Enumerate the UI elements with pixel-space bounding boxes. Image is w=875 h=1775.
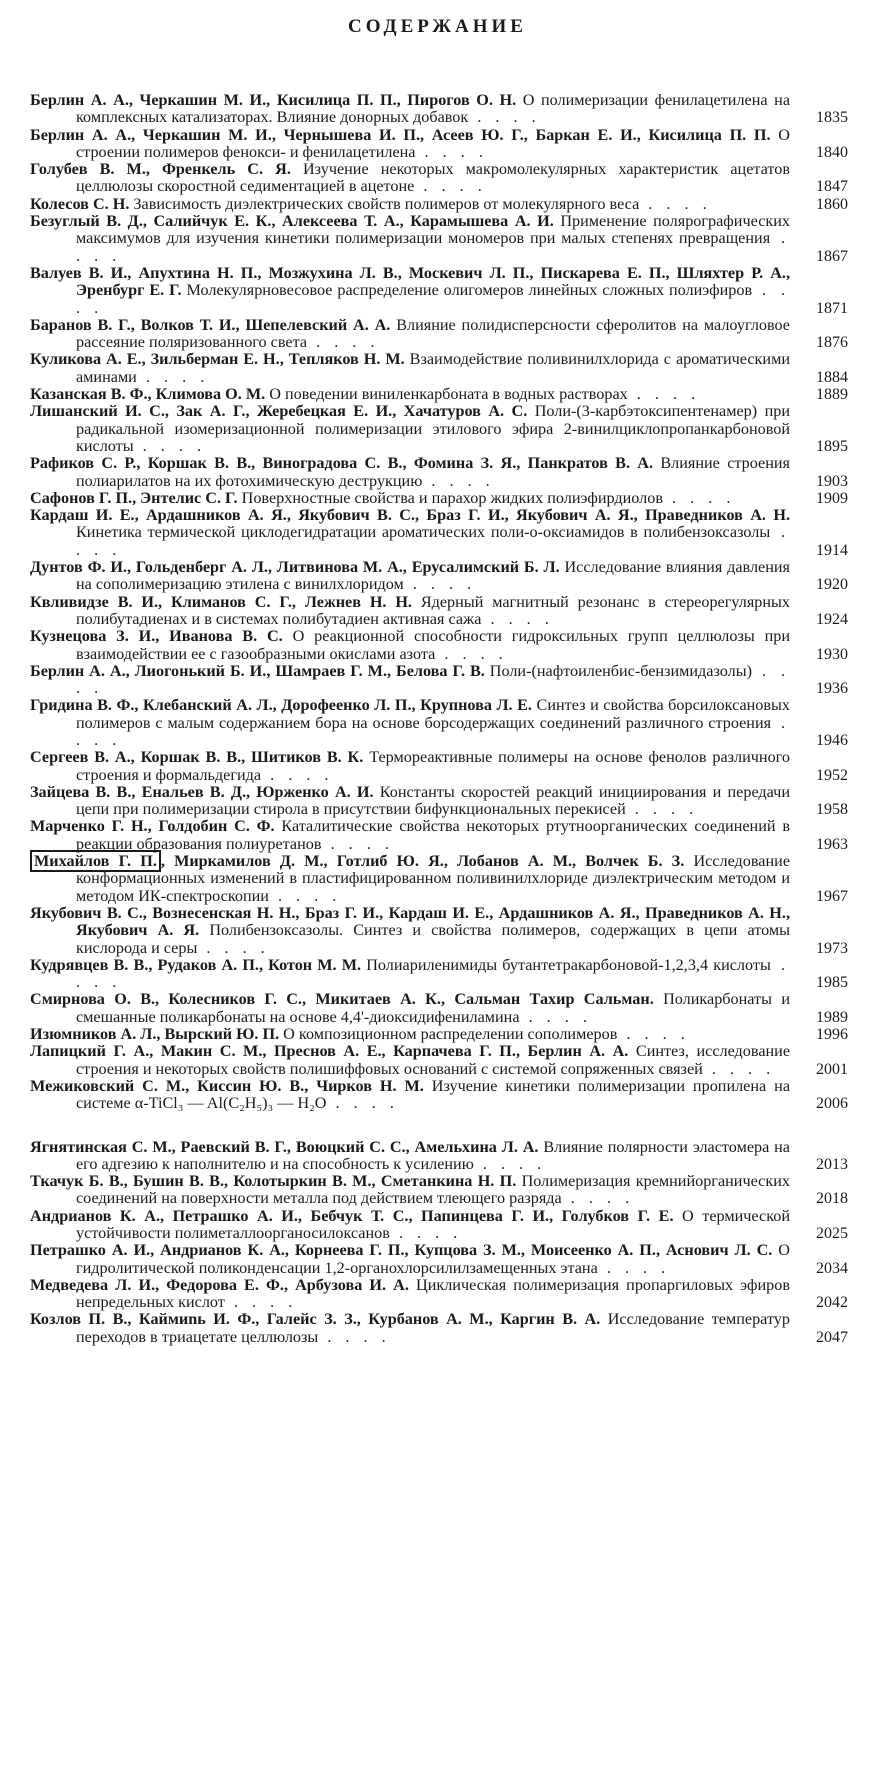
toc-entry-body — [30, 1208, 790, 1243]
toc-entry-authors: Берлин А. А., Черкашин М. И., Чернышева И. П., Асеев Ю. Г., Баркан Е. И., Кисилица П. П. — [30, 125, 771, 144]
toc-entry-title: Полиариленимиды бутантетракарбоновой-1,2,3,4 кислоты — [366, 955, 771, 974]
toc-entry-title: О строении полимеров фенокси- и фенилацетилена — [76, 125, 790, 161]
toc-entry-page: 1920 — [816, 576, 848, 594]
toc-entry-authors: Ягнятинская С. М., Раевский В. Г., Воюцкий С. С., Амельхина Л. А. — [30, 1137, 539, 1156]
toc-entry-title: Влияние полярности эластомера на его адгезию к наполнителю и на способность к усилению — [76, 1137, 790, 1173]
toc-entry-body — [30, 490, 790, 507]
toc-entry-body — [30, 1242, 790, 1277]
dot-leader: . . . . — [597, 1258, 671, 1277]
toc-entry-authors: Квливидзе В. И., Климанов С. Г., Лежнев Н. Н. — [30, 592, 412, 611]
toc-entry-authors: Кардаш И. Е., Ардашников А. Я., Якубович В. С., Браз Г. И., Якубович А. Я., Праведников А. Н. — [30, 506, 790, 525]
toc-entry-authors: Лапицкий Г. А., Макин С. М., Преснов А. Е., Карпачева Г. П., Берлин А. А. — [30, 1042, 629, 1061]
toc-entry-authors: Медведева Л. И., Федорова Е. Ф., Арбузова И. А. — [30, 1275, 409, 1294]
toc-entry-page: 1973 — [816, 939, 848, 957]
toc-entry — [30, 507, 848, 559]
toc-entry — [30, 1242, 848, 1277]
toc-entry-authors: Безуглый В. Д., Салийчук Е. К., Алексеева Т. А., Карамышева А. И. — [30, 212, 554, 231]
toc-entry-title: Влияние полидисперсности сферолитов на малоугловое рассеяние поляризованного света — [76, 315, 790, 352]
toc-entry — [30, 818, 848, 853]
toc-entry-authors: Голубев В. М., Френкель С. Я. — [30, 160, 291, 179]
toc-entry-body — [30, 213, 790, 265]
dot-leader: . . . . — [617, 1025, 690, 1044]
toc-entry-page: 1930 — [816, 645, 848, 663]
toc-entry-body — [30, 1078, 790, 1113]
toc-entry — [30, 351, 848, 386]
toc-entry-page: 1963 — [816, 835, 848, 853]
toc-entry-title: Исследование конформационных изменений в пластифицированном поливинилхлориде диэлектрическим методом и методом ИК-спектроскопии — [76, 852, 791, 905]
dot-leader: . . . . — [403, 575, 477, 594]
toc-entry-body — [30, 853, 790, 905]
toc-entry-page: 1889 — [816, 386, 848, 404]
dot-leader: . . . . — [415, 142, 488, 161]
toc-entry — [30, 455, 848, 490]
toc-entry — [30, 1139, 848, 1174]
toc-entry-body — [30, 403, 790, 455]
dot-leader: . . . . — [133, 436, 206, 455]
toc-entry — [30, 386, 848, 403]
toc-entry — [30, 663, 848, 698]
dot-leader: . . . . — [389, 1224, 463, 1242]
toc-entry-page: 1835 — [816, 109, 848, 127]
dot-leader: . . . . — [76, 281, 791, 317]
toc-entry-body — [30, 991, 790, 1026]
toc-entry-authors: Сафонов Г. П., Энтелис С. Г. — [30, 488, 238, 507]
dot-leader: . . . . — [561, 1189, 635, 1208]
toc-entry-page: 2006 — [816, 1095, 848, 1113]
toc-entry-page: 2034 — [816, 1259, 848, 1277]
dot-leader: . . . . — [414, 177, 487, 196]
toc-entry — [30, 628, 848, 663]
toc-entry-body — [30, 317, 790, 352]
toc-entry-authors: Сергеев В. А., Коршак В. В., Шитиков В. К. — [30, 748, 364, 767]
toc-entry-title: Ядерный магнитный резонанс в стереорегулярных полибутадиенах и в системах полибутадиен активная сажа — [76, 592, 790, 628]
toc-entry-body — [30, 663, 790, 698]
dot-leader: . . . . — [473, 1154, 547, 1173]
dot-leader: . . . . — [76, 955, 791, 992]
toc-entry — [30, 92, 848, 127]
dot-leader: . . . . — [435, 644, 508, 663]
toc-entry-body — [30, 594, 790, 629]
dot-leader: . . . . — [76, 229, 790, 265]
toc-entry-body — [30, 1043, 790, 1078]
dot-leader: . . . . — [625, 800, 699, 819]
toc-entry-page: 1967 — [816, 887, 848, 905]
toc-entry-title: Полибензоксазолы. Синтез и свойства полимеров, содержащих в цепи атомы кислорода и серы — [76, 921, 791, 957]
toc-entry-title: О реакционной способности гидроксильных групп целлюлозы при взаимодействии ее с газообразными окислами азота — [76, 627, 790, 663]
toc-entry-page: 1871 — [816, 299, 848, 317]
toc-entry — [30, 957, 848, 992]
toc-entry-body — [30, 507, 790, 559]
toc-entry — [30, 1277, 848, 1312]
toc-entry-title: Влияние строения полиарилатов на их фотохимическую деструкцию — [76, 454, 790, 490]
toc-entry-body — [30, 628, 790, 663]
toc-entry-authors: Казанская В. Ф., Климова О. М. — [30, 385, 266, 404]
toc-entry-page: 1884 — [816, 368, 848, 386]
dot-leader: . . . . — [481, 609, 554, 628]
toc-entry — [30, 196, 848, 213]
toc-entry-page: 1985 — [816, 974, 848, 992]
dot-leader: . . . . — [224, 1293, 298, 1312]
toc-entry-page: 1924 — [816, 610, 848, 628]
toc-entry-body — [30, 265, 790, 317]
toc-entry — [30, 265, 848, 317]
toc-entry-page: 2042 — [816, 1294, 848, 1312]
dot-leader: . . . . — [261, 765, 334, 784]
toc-entry-title: О композиционном распределении сополимеров — [283, 1025, 618, 1044]
dot-leader: . . . . — [422, 471, 495, 490]
toc-entry-authors: Смирнова О. В., Колесников Г. С., Микитаев А. К., Сальман Тахир Сальман. — [30, 990, 654, 1009]
dot-leader: . . . . — [627, 385, 701, 404]
toc-entry-title: Поверхностные свойства и парахор жидких полиэфирдиолов — [241, 488, 663, 507]
toc-entry-authors: Лишанский И. С., Зак А. Г., Жеребецкая Е. И., Хачатуров А. С. — [30, 402, 528, 421]
dot-leader: . . . . — [468, 108, 541, 127]
toc-entry-body — [30, 351, 790, 386]
dot-leader: . . . . — [519, 1007, 592, 1026]
toc-entry-title: Исследование влияния давления на сополимеризацию этилена с винилхлоридом — [76, 558, 790, 594]
toc-entry-body — [30, 1173, 790, 1208]
toc-entry-page: 1909 — [816, 489, 848, 507]
toc-entry — [30, 991, 848, 1026]
toc-entry-title: Изучение кинетики полимеризации пропилена на системе α-TiCl₃ — Al(C₂H₅)₃ — H₂O — [76, 1076, 791, 1113]
toc-entry-authors: Валуев В. И., Апухтина Н. П., Мозжухина Л. В., Москевич Л. П., Пискарева Е. П., Шляхтер Р. А., Эренбург Е. Г. — [30, 263, 790, 300]
toc-entry-body — [30, 559, 790, 594]
toc-entry-authors: Андрианов К. А., Петрашко А. И., Бебчук Т. С., Папинцева Г. И., Голубков Г. Е. — [30, 1206, 674, 1225]
toc-entry-authors: Изюмников А. Л., Вырский Ю. П. — [30, 1025, 280, 1044]
toc-entry-title: Взаимодействие поливинилхлорида с ароматическими аминами — [76, 350, 790, 386]
toc-entry-body — [30, 1139, 790, 1174]
dot-leader: . . . . — [318, 1327, 391, 1346]
toc-entry-title: Константы скоростей реакций инициирования и передачи цепи при полимеризации стирола в присутствии бифункциональных перекисей — [76, 782, 790, 819]
toc-entry-authors: Дунтов Ф. И., Гольденберг А. Л., Литвинова М. А., Ерусалимский Б. Л. — [30, 558, 560, 577]
dot-leader: . . . . — [136, 367, 210, 386]
toc-entry-page: 1958 — [816, 801, 848, 819]
toc-entry-page: 1840 — [816, 143, 848, 161]
toc-entry-body — [30, 196, 790, 213]
toc-entry-authors: Берлин А. А., Лиогонький Б. И., Шамраев Г. М., Белова Г. В. — [30, 661, 485, 680]
toc-entry — [30, 853, 848, 905]
toc-entry-page: 1860 — [816, 195, 848, 213]
toc-entry-authors: Петрашко А. И., Андрианов К. А., Корнеева Г. П., Купцова З. М., Моисеенко А. П., Аснович Л. С. — [30, 1241, 773, 1260]
toc-entry-page: 1914 — [816, 541, 848, 559]
toc-entry-body — [30, 1277, 790, 1312]
dot-leader: . . . . — [268, 886, 342, 905]
toc-entry — [30, 749, 848, 784]
toc-entry-title: Применение полярографических максимумов для изучения кинетики полимеризации мономеров при малых степенях превращения — [76, 212, 790, 248]
toc-entry-body — [30, 455, 790, 490]
toc-entry-title: Молекулярновесовое распределение олигомеров линейных сложных полиэфиров — [186, 281, 753, 300]
toc-entry-authors: Колесов С. Н. — [30, 194, 130, 213]
toc-entry — [30, 317, 848, 352]
toc-entry-authors: Кудрявцев В. В., Рудаков А. П., Котон М. М. — [30, 955, 362, 974]
toc-entry-page: 2025 — [816, 1225, 848, 1242]
toc-entry-body — [30, 784, 790, 819]
toc-entry-page: 2001 — [816, 1060, 848, 1078]
toc-entry — [30, 213, 848, 265]
toc-entry-title: Изучение некоторых макромолекулярных характеристик ацетатов целлюлозы скоростной седиментацией в ацетоне — [76, 160, 791, 196]
dot-leader: . . . . — [326, 1094, 399, 1113]
toc-entry-authors: Куликова А. Е., Зильберман Е. Н., Тепляков Н. М. — [30, 350, 405, 369]
toc-entry-authors: Якубович В. С., Вознесенская Н. Н., Браз Г. И., Кардаш И. Е., Ардашников А. Я., Праведников А. Н., Якубович А. Я. — [30, 903, 790, 940]
toc-entry-authors: Баранов В. Г., Волков Т. И., Шепелевский А. А. — [30, 315, 391, 334]
toc-entry-title: Полимеризация кремнийорганических соединений на поверхности металла под действием тлеющего разряда — [76, 1172, 790, 1208]
toc-entry — [30, 905, 848, 957]
toc-entry-body — [30, 905, 790, 957]
toc-entry — [30, 1311, 848, 1346]
toc-entry — [30, 403, 848, 455]
dot-leader: . . . . — [76, 523, 790, 559]
page-title: СОДЕРЖАНИЕ — [348, 16, 527, 37]
toc-entry — [30, 1173, 848, 1208]
toc-entry-title: О поведении виниленкарбоната в водных растворах — [269, 385, 628, 404]
toc-entry-title: Циклическая полимеризация пропаргиловых эфиров непредельных кислот — [76, 1275, 790, 1312]
toc-entry — [30, 1078, 848, 1113]
dot-leader: . . . . — [702, 1059, 776, 1078]
toc-entry — [30, 1043, 848, 1078]
toc-entry — [30, 127, 848, 162]
toc-entry-title: Поли-(нафтоиленбис-бензимидазолы) — [489, 661, 752, 680]
toc-entry-page: 2047 — [816, 1328, 848, 1346]
toc-entry-title: Каталитические свойства некоторых ртутноорганических соединений в реакции образования полиуретанов — [76, 817, 790, 853]
toc-entry-title: О термической устойчивости полиметаллоорганосилоксанов — [76, 1206, 791, 1242]
toc-entry-body — [30, 161, 790, 196]
dot-leader: . . . . — [662, 488, 736, 507]
dot-leader: . . . . — [76, 713, 790, 749]
toc-entry-authors: Гридина В. Ф., Клебанский А. Л., Дорофеенко Л. П., Крупнова Л. Е. — [30, 696, 532, 715]
toc-entry-title: О гидролитической поликонденсации 1,2-органохлорсилилзамещенных этана — [76, 1241, 790, 1277]
toc-entry-title: Поликарбонаты и смешанные поликарбонаты на основе 4,4'-диоксидифениламина — [76, 990, 790, 1026]
toc-entry-body — [30, 1026, 790, 1043]
toc-entry-title: О полимеризации фенилацетилена на комплексных катализаторах. Влияние донорных добавок — [76, 91, 791, 127]
toc-entry-authors: Кузнецова З. И., Иванова В. С. — [30, 627, 283, 646]
toc-entry-body — [30, 1311, 790, 1346]
dot-leader: . . . . — [76, 661, 791, 698]
toc-entry — [30, 697, 848, 749]
toc-entry — [30, 1026, 848, 1043]
toc-entry — [30, 1208, 848, 1243]
toc-entry-body — [30, 749, 790, 784]
toc-entry-page: 1895 — [816, 437, 848, 455]
toc-entry-body — [30, 386, 790, 403]
toc-entry-authors: Зайцева В. В., Енальев В. Д., Юрженко А. И. — [30, 782, 374, 801]
toc-entry-authors: Берлин А. А., Черкашин М. И., Кисилица П. П., Пирогов О. Н. — [30, 91, 517, 109]
dot-leader: . . . . — [307, 333, 380, 352]
toc-entry-page: 1876 — [816, 334, 848, 352]
toc-entry-authors: , Миркамилов Д. М., Готлиб Ю. Я., Лобанов А. М., Волчек Б. З. — [160, 852, 685, 871]
toc-entry-page: 1989 — [816, 1008, 848, 1026]
toc-entry-body — [30, 818, 790, 853]
toc-entry-page: 1847 — [816, 178, 848, 196]
toc-entry-authors: Козлов П. В., Каймиnь И. Ф., Галейс З. З., Курбанов А. М., Каргин В. А. — [30, 1310, 601, 1329]
toc-entry-authors: Рафиков С. Р., Коршак В. В., Виноградова С. В., Фомина З. Я., Панкратов В. А. — [30, 454, 654, 473]
toc-entry-body — [30, 957, 790, 992]
toc-entry-title: Поли-(3-карбэтоксипентенамер) при радикальной изомеризационной полимеризации этилового эфира 2-винилциклопропанкарбоновой кислоты — [76, 402, 791, 455]
table-of-contents — [30, 92, 848, 1346]
toc-entry-page: 1936 — [816, 680, 848, 698]
toc-entry-page: 1867 — [816, 247, 848, 265]
toc-entry-title: Синтез, исследование строения и некоторых свойств полишиффовых оснований с системой сопряженных связей — [76, 1042, 791, 1078]
toc-entry-title: Исследование температур переходов в триацетате целлюлозы — [76, 1310, 790, 1346]
toc-entry-title: Синтез и свойства борсилоксановых полимеров с малым содержанием бора на основе борсодержащих соединений различного строения — [76, 696, 791, 732]
toc-entry-page: 1946 — [816, 731, 848, 749]
toc-entry-body — [30, 127, 790, 162]
toc-entry — [30, 594, 848, 629]
toc-entry-page: 1996 — [816, 1026, 848, 1044]
dot-leader: . . . . — [639, 194, 712, 213]
toc-entry — [30, 784, 848, 819]
toc-entry — [30, 161, 848, 196]
toc-entry — [30, 490, 848, 507]
toc-entry — [30, 559, 848, 594]
dot-leader: . . . . — [321, 834, 394, 853]
toc-entry-title: Кинетика термической циклодегидратации ароматических поли-о-оксиамидов в полибензоксазолы — [76, 523, 771, 542]
toc-entry-authors: Марченко Г. Н., Голдобин С. Ф. — [30, 817, 275, 836]
toc-entry-page: 2013 — [816, 1155, 848, 1173]
toc-entry-page: 1952 — [816, 766, 848, 784]
toc-entry-page: 2018 — [816, 1190, 848, 1208]
toc-entry-title: Зависимость диэлектрических свойств полимеров от молекулярного веса — [133, 194, 640, 213]
toc-entry-authors-boxed: Михайлов Г. П. — [30, 850, 161, 872]
dot-leader: . . . . — [197, 938, 270, 957]
toc-entry-body — [30, 92, 790, 127]
toc-entry-authors: Межиковский С. М., Киссин Ю. В., Чирков Н. М. — [30, 1076, 424, 1095]
toc-entry-body — [30, 697, 790, 749]
toc-entry-page: 1903 — [816, 472, 848, 490]
toc-entry-authors: Ткачук Б. В., Бушин В. В., Колотыркин В. М., Сметанкина Н. П. — [30, 1172, 517, 1191]
toc-entry-title: Термореактивные полимеры на основе фенолов различного строения и формальдегида — [76, 748, 790, 784]
